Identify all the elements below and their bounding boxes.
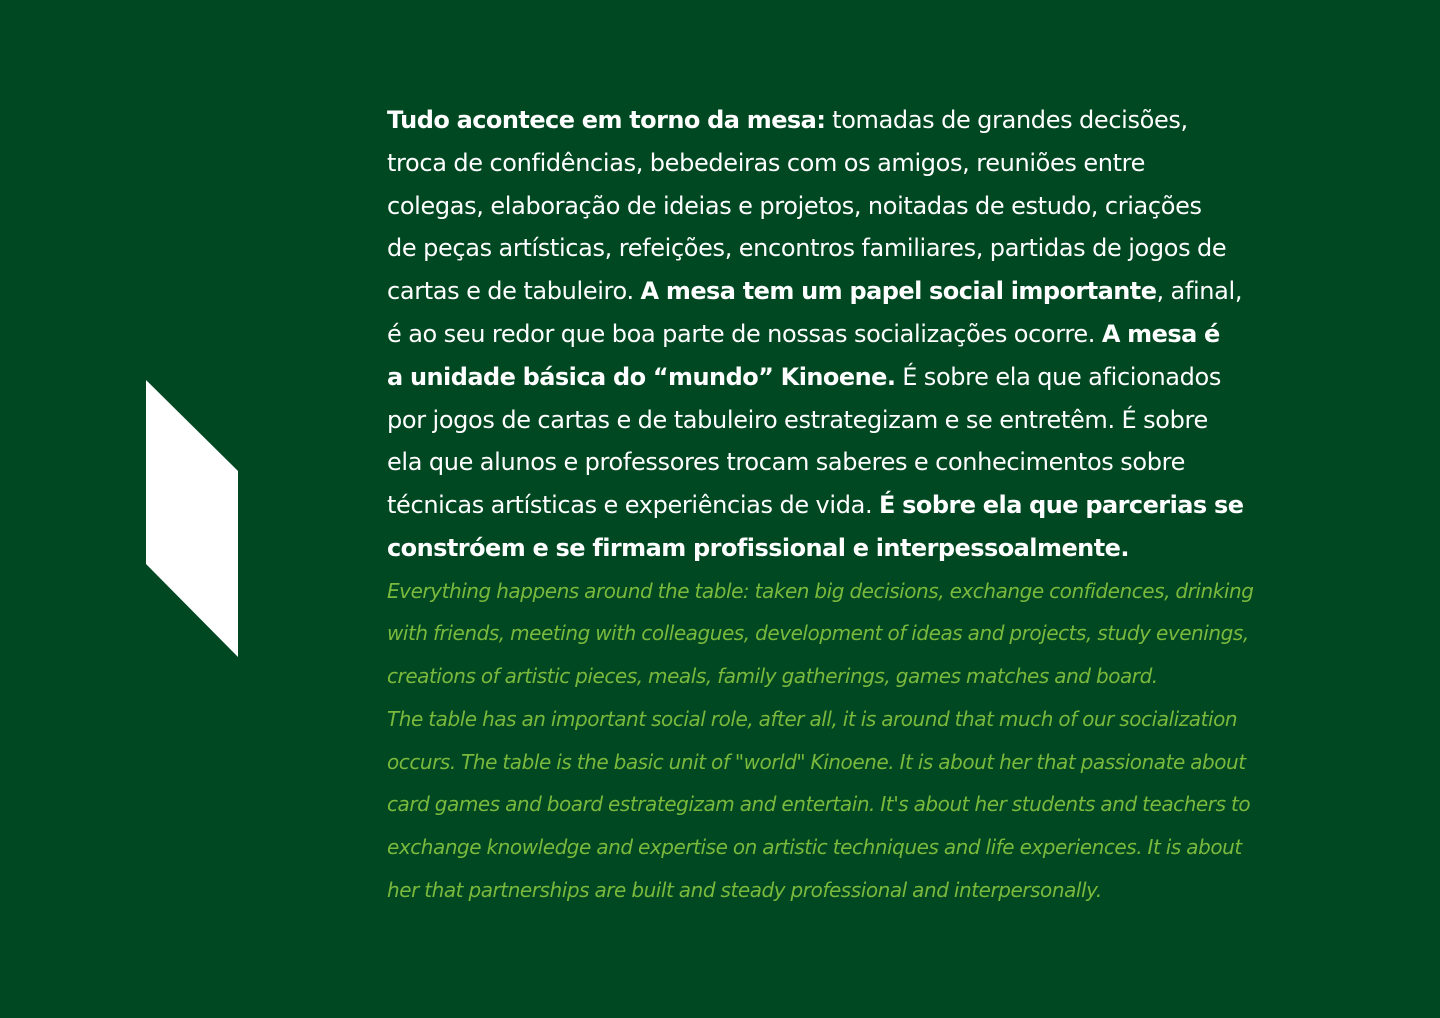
portuguese-line — [387, 227, 1322, 270]
text-segment: tomadas de grandes decisões, — [825, 106, 1188, 134]
text-segment: troca de confidências, bebedeiras com os amigos, reuniões entre — [387, 148, 1146, 177]
text-segment: , afinal, — [1156, 277, 1243, 306]
portuguese-line — [387, 142, 1322, 185]
bold-text-segment: É sobre ela que parcerias se — [879, 491, 1244, 520]
portuguese-paragraph — [387, 99, 1322, 570]
parallelogram-shape — [146, 380, 238, 657]
english-line: with friends, meeting with colleagues, development of ideas and projects, study evenings, — [387, 621, 1249, 646]
portuguese-line — [387, 527, 1322, 570]
english-line: Everything happens around the table: taken big decisions, exchange confidences, drinking — [387, 578, 1254, 603]
english-line: her that partnerships are built and steady professional and interpersonally. — [387, 877, 1102, 902]
text-segment: técnicas artísticas e experiências de vida. — [387, 491, 880, 520]
text-block — [387, 99, 1322, 911]
text-segment: cartas e de tabuleiro. — [387, 277, 641, 306]
text-segment: ela que alunos e professores trocam saberes e conhecimentos sobre — [387, 448, 1185, 477]
portuguese-line — [387, 441, 1322, 484]
english-line: card games and board estrategizam and entertain. It's about her students and teachers to — [387, 792, 1251, 817]
portuguese-line — [387, 270, 1322, 313]
english-line: creations of artistic pieces, meals, family gatherings, games matches and board. — [387, 664, 1158, 689]
english-line: exchange knowledge and expertise on artistic techniques and life experiences. It is about — [387, 834, 1242, 859]
bold-text-segment: A mesa é — [1101, 319, 1220, 348]
text-segment: por jogos de cartas e de tabuleiro estrategizam e se entretêm. É sobre — [387, 405, 1208, 434]
portuguese-line — [387, 484, 1322, 527]
portuguese-line — [387, 99, 1322, 142]
text-segment: colegas, elaboração de ideias e projetos, noitadas de estudo, criações — [387, 191, 1202, 220]
bold-text-segment: Tudo acontece em torno da mesa: — [387, 106, 826, 134]
text-segment: é ao seu redor que boa parte de nossas socializações ocorre. — [387, 319, 1102, 348]
portuguese-line — [387, 356, 1322, 399]
portuguese-line — [387, 185, 1322, 228]
bold-text-segment: constróem e se firmam profissional e interpessoalmente. — [387, 533, 1129, 562]
english-line: occurs. The table is the basic unit of "world" Kinoene. It is about her that passionate about — [387, 749, 1246, 774]
english-line: The table has an important social role, after all, it is around that much of our socialization — [387, 706, 1238, 731]
english-paragraph — [387, 570, 1322, 912]
bold-text-segment: A mesa tem um papel social importante — [640, 277, 1157, 306]
portuguese-line — [387, 313, 1322, 356]
text-segment: de peças artísticas, refeições, encontros familiares, partidas de jogos de — [387, 234, 1227, 263]
bold-text-segment: a unidade básica do “mundo” Kinoene. — [387, 362, 896, 391]
portuguese-line — [387, 399, 1322, 442]
text-segment: É sobre ela que aficionados — [895, 362, 1222, 391]
